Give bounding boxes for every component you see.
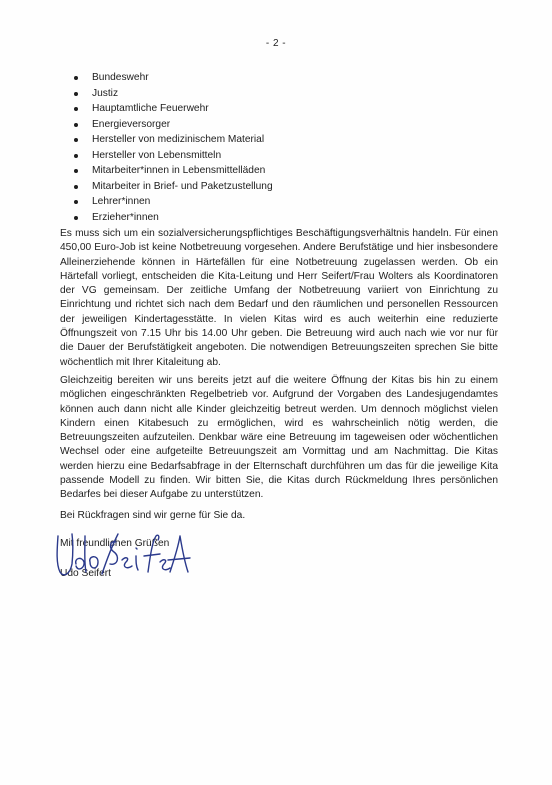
- closing-greeting: Mit freundlichen Grüßen: [60, 538, 170, 549]
- paragraph-reopening: Gleichzeitig bereiten wir uns bereits jetzt auf die weitere Öffnung der Kitas bis hin zu einem möglichen eingeschränkten Regelbetrieb vor. Aufgrund der Vorgaben des Landesjugendamtes können auch dann nicht alle Kinder gleichzeitig betreut werden. Um dennoch möglichst vielen Kindern einen Kitabesuch zu ermöglichen, wird es wahrscheinlich nötig werden, die Betreuungszeiten aufzuteilen. Denkbar wäre eine Betreuung im tageweisen oder wöchentlichen Wechsel oder eine aufgeteilte Betreuungszeit am Vormittag und am Nachmittag. Die Kitas werden hierzu eine Bedarfsabfrage in der Elternschaft durchführen um das für die jeweilige Kita passende Modell zu finden. Wir bitten Sie, die Kitas durch Rückmeldung Ihres persönlichen Bedarfes bei dieser Aufgabe zu unterstützen.: [60, 375, 498, 501]
- list-item: Lehrer*innen: [70, 194, 273, 210]
- paragraph-eligibility: Es muss sich um ein sozialversicherungspflichtiges Beschäftigungsverhältnis handeln. Für einen 450,00 Euro-Job ist keine Notbetreuung vorgesehen. Andere Berufstätige und hier insbesondere Alleinerziehende können in Härtefällen für eine Notbetreuung zugelassen werden. Ob ein Härtefall vorliegt, entscheiden die Kita-Leitung und Herr Seifert/Frau Wolters als Koordinatoren der VG gemeinsam. Der zeitliche Umfang der Notbetreuung variiert von Einrichtung zu Einrichtung und richtet sich nach dem Bedarf und den räumlichen und personellen Ressourcen der jeweiligen Kindertagesstätte. In vielen Kitas wird es auch weiterhin eine reduzierte Öffnungszeit von 7.15 Uhr bis 14.00 Uhr geben. Die Betreuung wird auch nach wie vor nur für die Dauer der Berufstätigkeit angeboten. Die notwendigen Betreuungszeiten sprechen Sie bitte wöchentlich mit Ihrer Kitaleitung ab.: [60, 228, 498, 368]
- list-item: Erzieher*innen: [70, 210, 273, 226]
- list-item: Energieversorger: [70, 117, 273, 133]
- eligible-professions-list: [70, 70, 273, 225]
- page-number: - 2 -: [265, 38, 287, 49]
- list-item: Hersteller von medizinischem Material: [70, 132, 273, 148]
- list-item: Mitarbeiter*innen in Lebensmittelläden: [70, 163, 273, 179]
- list-item: Hersteller von Lebensmitteln: [70, 148, 273, 164]
- list-item: Mitarbeiter in Brief- und Paketzustellung: [70, 179, 273, 195]
- signer-name: Udo Seifert: [60, 568, 111, 579]
- list-item: Hauptamtliche Feuerwehr: [70, 101, 273, 117]
- list-item: Bundeswehr: [70, 70, 273, 86]
- handwritten-signature: [52, 528, 192, 596]
- paragraph-contact: Bei Rückfragen sind wir gerne für Sie da.: [60, 510, 246, 521]
- list-item: Justiz: [70, 86, 273, 102]
